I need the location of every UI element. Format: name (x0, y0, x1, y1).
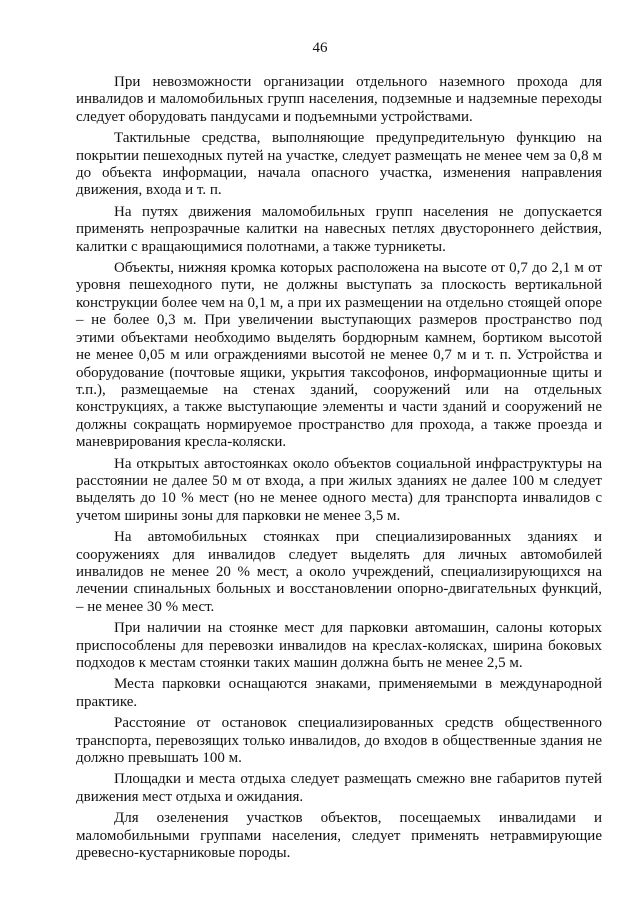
paragraph: Места парковки оснащаются знаками, применяемыми в международной практике. (76, 676, 602, 710)
paragraph: Площадки и места отдыха следует размещать смежно вне габаритов путей движения мест отдыха и ожидания. (76, 771, 602, 805)
paragraph: Расстояние от остановок специализированных средств общественного транспорта, перевозящих только инвалидов, до входов в общественные здания не должно превышать 100 м. (76, 715, 602, 767)
paragraph: На открытых автостоянках около объектов социальной инфраструктуры на расстоянии не далее 50 м от входа, а при жилых зданиях не далее 100 м следует выделять до 10 % мест (но не менее одного места) для транспорта инвалидов с учетом ширины зоны для парковки не менее 3,5 м. (76, 455, 602, 524)
document-body (76, 74, 602, 866)
paragraph: На путях движения маломобильных групп населения не допускается применять непрозрачные калитки на навесных петлях двустороннего действия, калитки с вращающимися полотнами, а также турникеты. (76, 203, 602, 255)
page-number: 46 (312, 40, 328, 56)
paragraph: Объекты, нижняя кромка которых расположена на высоте от 0,7 до 2,1 м от уровня пешеходного пути, не должны выступать за плоскость вертикальной конструкции более чем на 0,1 м, а при их размещении на отдельно стоящей опоре – не более 0,3 м. При увеличении выступающих размеров пространство под этими объектами необходимо выделять бордюрным камнем, бортиком высотой не менее 0,05 м или ограждениями высотой не менее 0,7 м и т. п. Устройства и оборудование (почтовые ящики, укрытия таксофонов, информационные щиты и т.п.), размещаемые на стенах зданий, сооружений или на отдельных конструкциях, а также выступающие элементы и части зданий и сооружений не должны сокращать нормируемое пространство для прохода, а также проезда и маневрирования кресла-коляски. (76, 260, 602, 451)
paragraph: Тактильные средства, выполняющие предупредительную функцию на покрытии пешеходных путей на участке, следует размещать не менее чем за 0,8 м до объекта информации, начала опасного участка, изменения направления движения, входа и т. п. (76, 130, 602, 199)
paragraph: При невозможности организации отдельного наземного прохода для инвалидов и маломобильных групп населения, подземные и надземные переходы следует оборудовать пандусами и подъемными устройствами. (76, 74, 602, 125)
paragraph: На автомобильных стоянках при специализированных зданиях и сооружениях для инвалидов следует выделять для личных автомобилей инвалидов не менее 20 % мест, а около учреждений, специализирующихся на лечении спинальных больных и восстановлении опорно-двигательных функций, – не менее 30 % мест. (76, 529, 602, 615)
paragraph: При наличии на стоянке мест для парковки автомашин, салоны которых приспособлены для перевозки инвалидов на креслах-колясках, ширина боковых подходов к местам стоянки таких машин должна быть не менее 2,5 м. (76, 620, 602, 671)
paragraph: Для озеленения участков объектов, посещаемых инвалидами и маломобильными группами населения, следует применять нетравмирующие древесно-кустарниковые породы. (76, 810, 602, 862)
